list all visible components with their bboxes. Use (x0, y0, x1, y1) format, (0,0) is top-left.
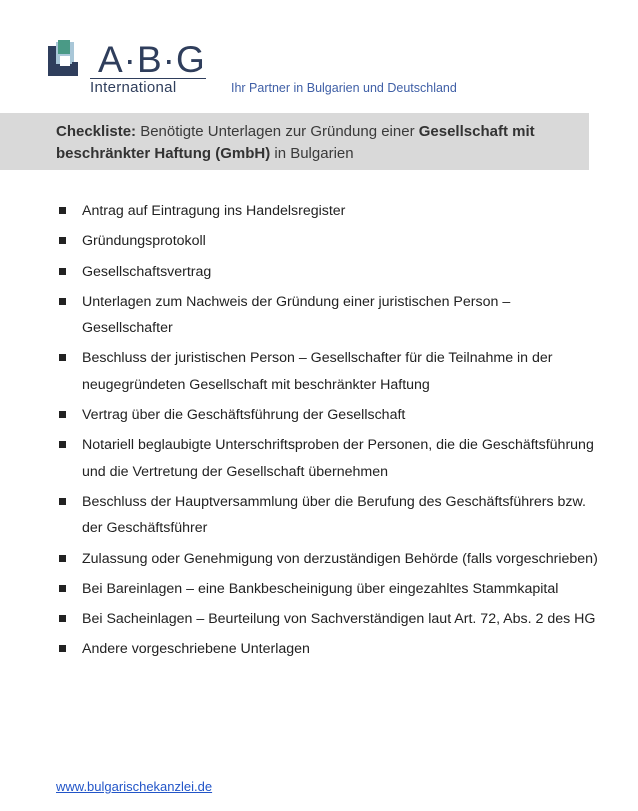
company-logo (48, 40, 218, 102)
bullet-icon (59, 615, 66, 622)
bullet-icon (59, 645, 66, 652)
bullet-icon (59, 354, 66, 361)
list-item-text: Unterlagen zum Nachweis der Gründung einer juristischen Person – Gesellschafter (82, 293, 511, 337)
list-item-text: Beschluss der juristischen Person – Gesellschafter für die Teilnahme in der neugegründeten Gesellschaft mit beschränkter Haftung (82, 350, 553, 393)
list-item (56, 576, 601, 602)
bullet-icon (59, 498, 66, 505)
logo-abg-text: A·B·G (98, 39, 206, 80)
banner-prefix: Checkliste: (56, 123, 137, 140)
list-item (56, 546, 601, 572)
list-item-text: Gesellschaftsvertrag (82, 263, 212, 280)
list-item (56, 432, 601, 485)
list-item (56, 345, 601, 398)
bullet-icon (59, 585, 66, 592)
bullet-icon (59, 237, 66, 244)
list-item-text: Beschluss der Hauptversammlung über die Berufung des Geschäftsführers bzw. der Geschäftsführer (82, 493, 586, 537)
logo-mark-icon (48, 40, 84, 80)
list-item (56, 402, 601, 428)
bullet-icon (59, 441, 66, 448)
list-item (56, 198, 601, 224)
banner-text-2: in Bulgarien (270, 145, 354, 162)
list-item (56, 259, 601, 285)
bullet-icon (59, 207, 66, 214)
list-item-text: Andere vorgeschriebene Unterlagen (82, 641, 310, 658)
list-item-text: Gründungsprotokoll (82, 233, 206, 250)
list-item-text: Zulassung oder Genehmigung von derzuständigen Behörde (falls vorgeschrieben) (82, 550, 598, 567)
list-item (56, 228, 601, 254)
list-item-text: Vertrag über die Geschäftsführung der Gesellschaft (82, 407, 406, 424)
list-item (56, 636, 601, 662)
header-tagline: Ihr Partner in Bulgarien und Deutschland (231, 81, 457, 95)
list-item-text: Bei Bareinlagen – eine Bankbescheinigung über eingezahltes Stammkapital (82, 580, 559, 597)
list-item (56, 289, 601, 342)
banner-text-1: Benötigte Unterlagen zur Gründung einer (136, 123, 419, 140)
checklist (56, 198, 601, 667)
list-item (56, 489, 601, 542)
website-link[interactable]: www.bulgarischekanzlei.de (56, 779, 213, 794)
banner-title (56, 121, 556, 165)
bullet-icon (59, 411, 66, 418)
bullet-icon (59, 268, 66, 275)
logo-international-text: International (90, 78, 206, 97)
bullet-icon (59, 555, 66, 562)
list-item (56, 606, 601, 632)
title-banner (0, 113, 589, 170)
list-item-text: Notariell beglaubigte Unterschriftsproben der Personen, die die Geschäftsführung und die Vertretung der Gesellschaft übernehmen (82, 437, 594, 480)
banner-bold: Gesellschaft mit beschränkter Haftung (GmbH) (56, 123, 535, 162)
bullet-icon (59, 298, 66, 305)
list-item-text: Antrag auf Eintragung ins Handelsregister (82, 203, 346, 219)
list-item-text: Bei Sacheinlagen – Beurteilung von Sachverständigen laut Art. 72, Abs. 2 des HG (82, 611, 596, 628)
